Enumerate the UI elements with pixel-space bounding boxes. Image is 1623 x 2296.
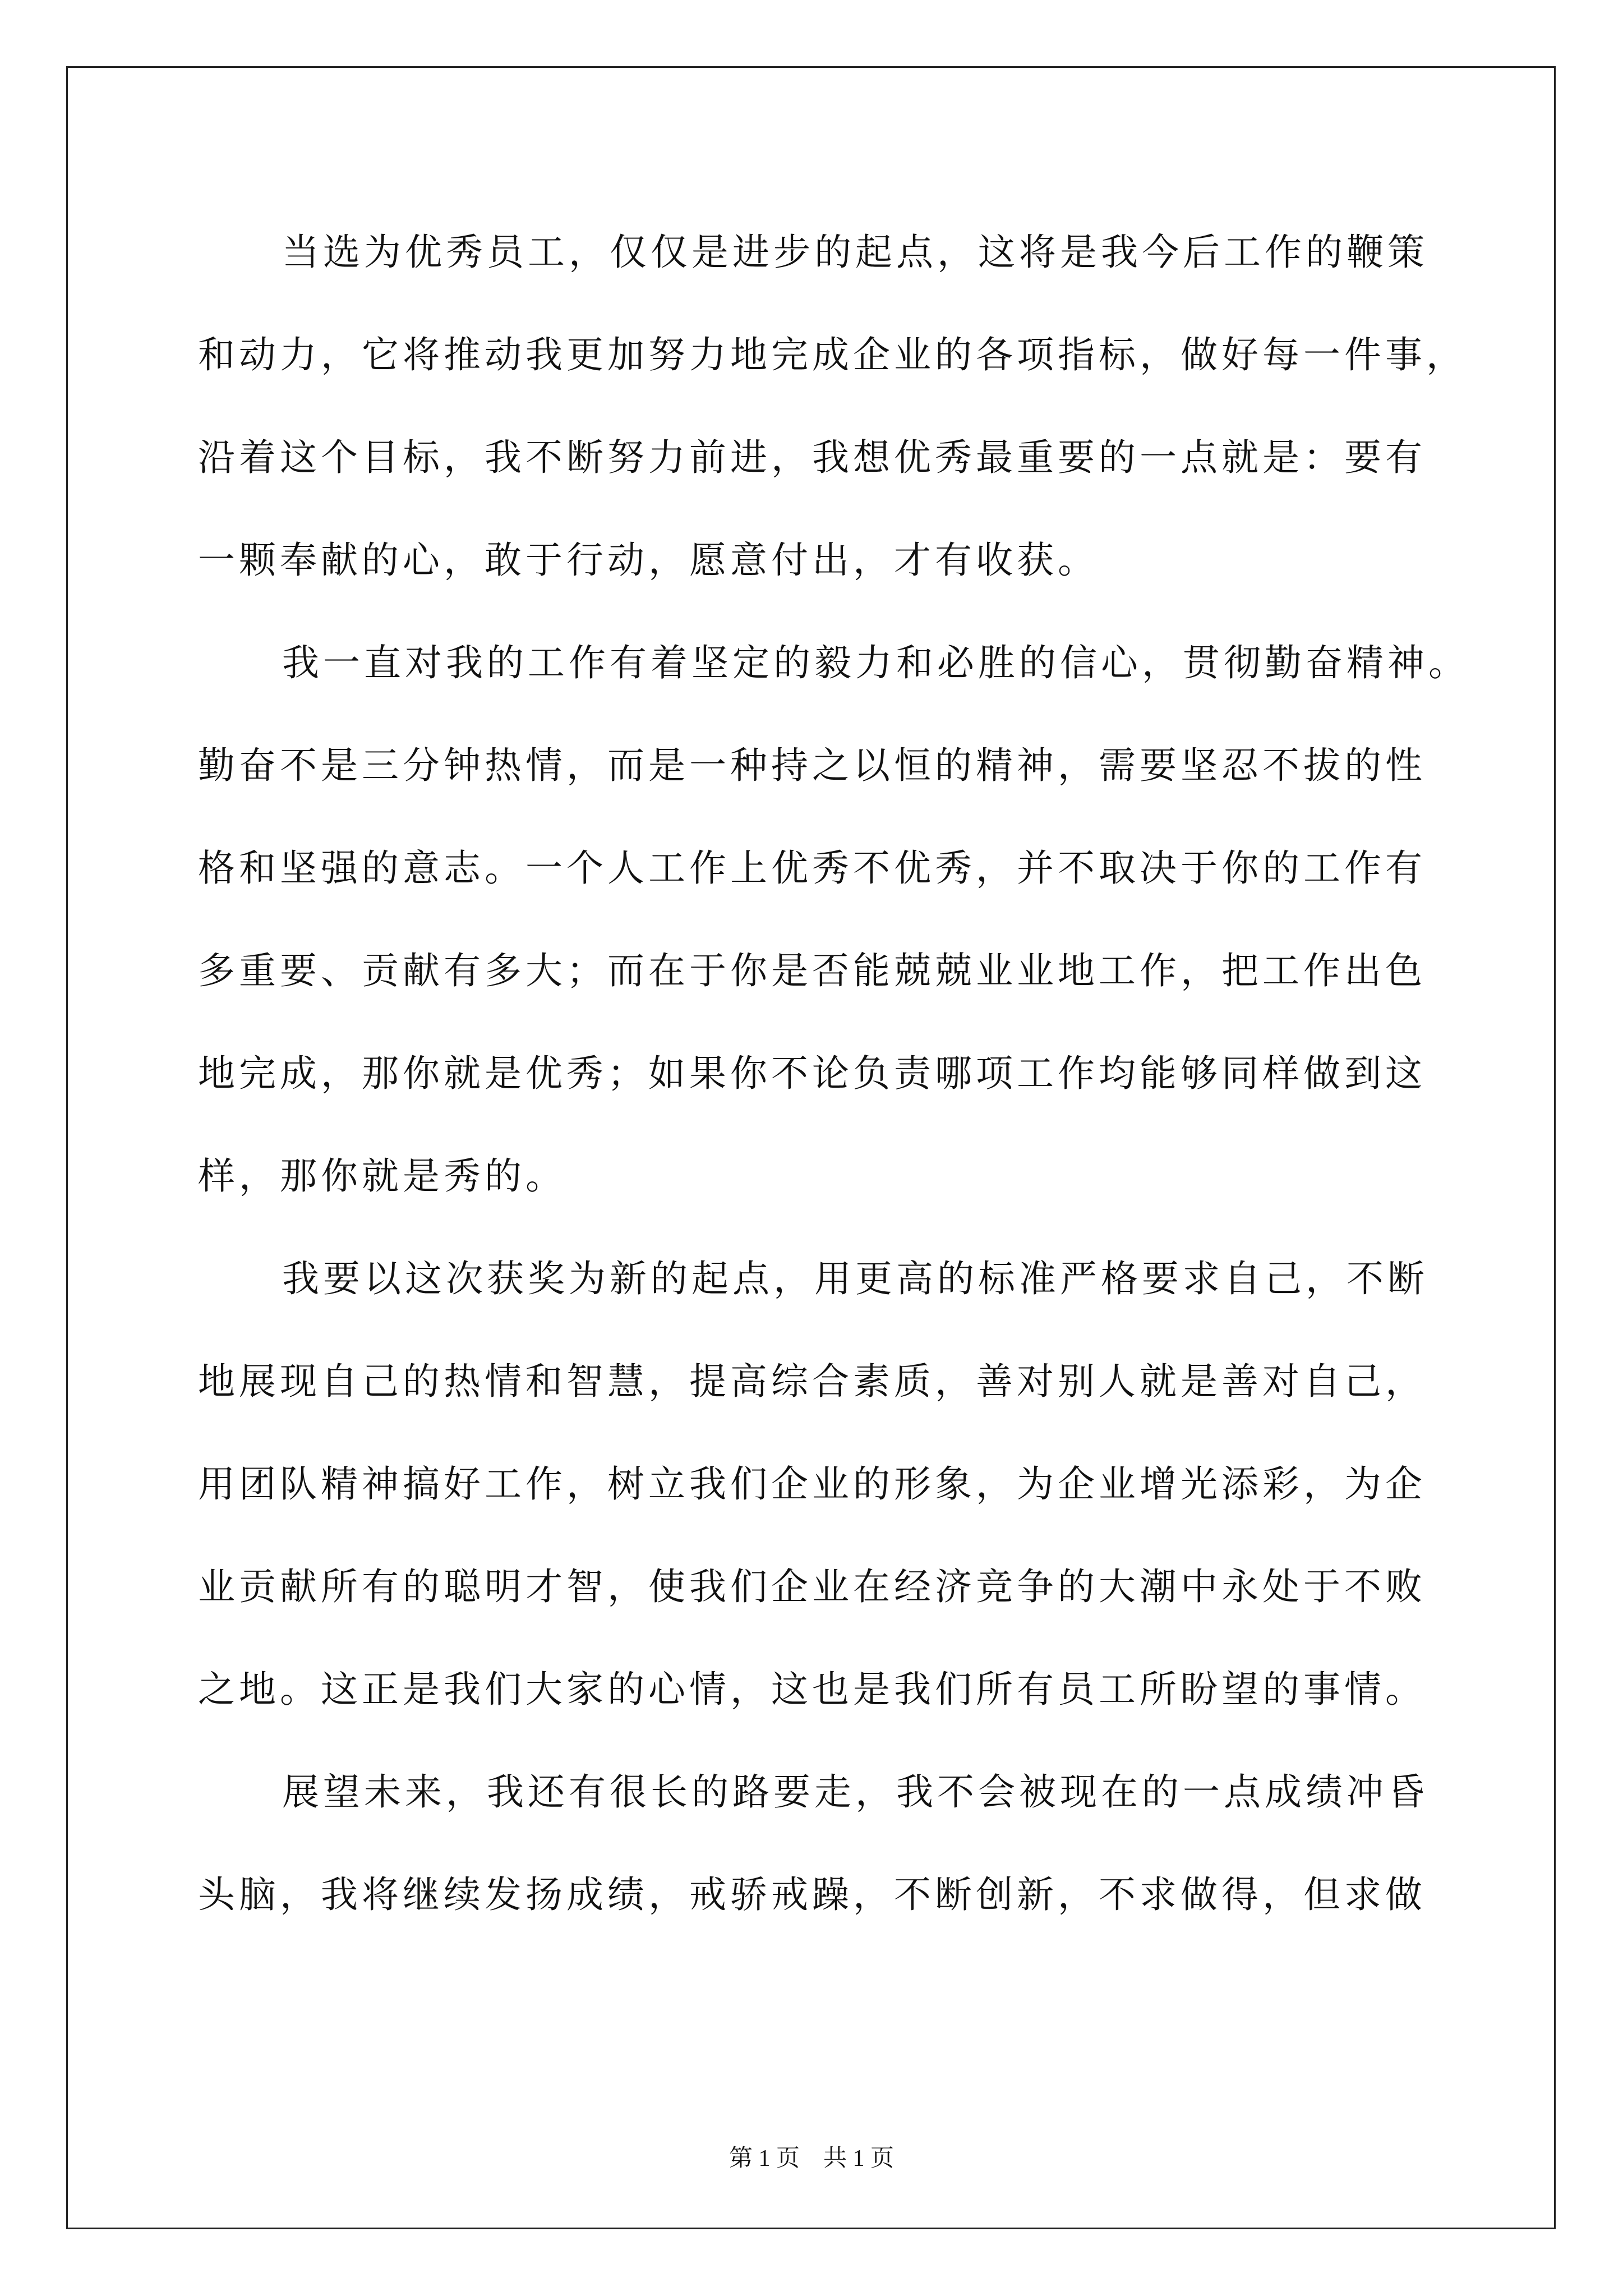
body-text-line: 一颗奉献的心，敢于行动，愿意付出，才有收获。 xyxy=(198,539,1099,582)
body-text-line: 头脑，我将继续发扬成绩，戒骄戒躁，不断创新，不求做得，但求做 xyxy=(198,1873,1426,1916)
body-text-line: 之地。这正是我们大家的心情，这也是我们所有员工所盼望的事情。 xyxy=(198,1668,1426,1711)
body-text-line: 展望未来，我还有很长的路要走，我不会被现在的一点成绩冲昏 xyxy=(282,1770,1428,1814)
body-text-line: 格和坚强的意志。一个人工作上优秀不优秀，并不取决于你的工作有 xyxy=(198,846,1426,890)
body-text-line: 用团队精神搞好工作，树立我们企业的形象，为企业增光添彩，为企 xyxy=(198,1462,1426,1506)
body-text-line: 我一直对我的工作有着坚定的毅力和必胜的信心，贯彻勤奋精神。 xyxy=(282,641,1469,684)
body-text-line: 地完成，那你就是优秀；如果你不论负责哪项工作均能够同样做到这 xyxy=(198,1052,1426,1095)
body-text-line: 和动力，它将推动我更加努力地完成企业的各项指标，做好每一件事， xyxy=(198,333,1467,376)
body-text-line: 沿着这个目标，我不断努力前进，我想优秀最重要的一点就是：要有 xyxy=(198,436,1426,479)
body-text-line: 当选为优秀员工，仅仅是进步的起点，这将是我今后工作的鞭策 xyxy=(282,231,1428,274)
body-text-line: 多重要、贡献有多大；而在于你是否能兢兢业业地工作，把工作出色 xyxy=(198,949,1426,992)
body-text-line: 勤奋不是三分钟热情，而是一种持之以恒的精神，需要坚忍不拔的性 xyxy=(198,744,1426,787)
body-text-line: 业贡献所有的聪明才智，使我们企业在经济竞争的大潮中永处于不败 xyxy=(198,1565,1426,1608)
body-text-line: 样，那你就是秀的。 xyxy=(198,1154,566,1198)
body-text-line: 我要以这次获奖为新的起点，用更高的标准严格要求自己，不断 xyxy=(282,1257,1428,1300)
page-number-footer: 第 1 页 共 1 页 xyxy=(728,2146,894,2171)
body-text-line: 地展现自己的热情和智慧，提高综合素质，善对别人就是善对自己， xyxy=(198,1360,1426,1403)
